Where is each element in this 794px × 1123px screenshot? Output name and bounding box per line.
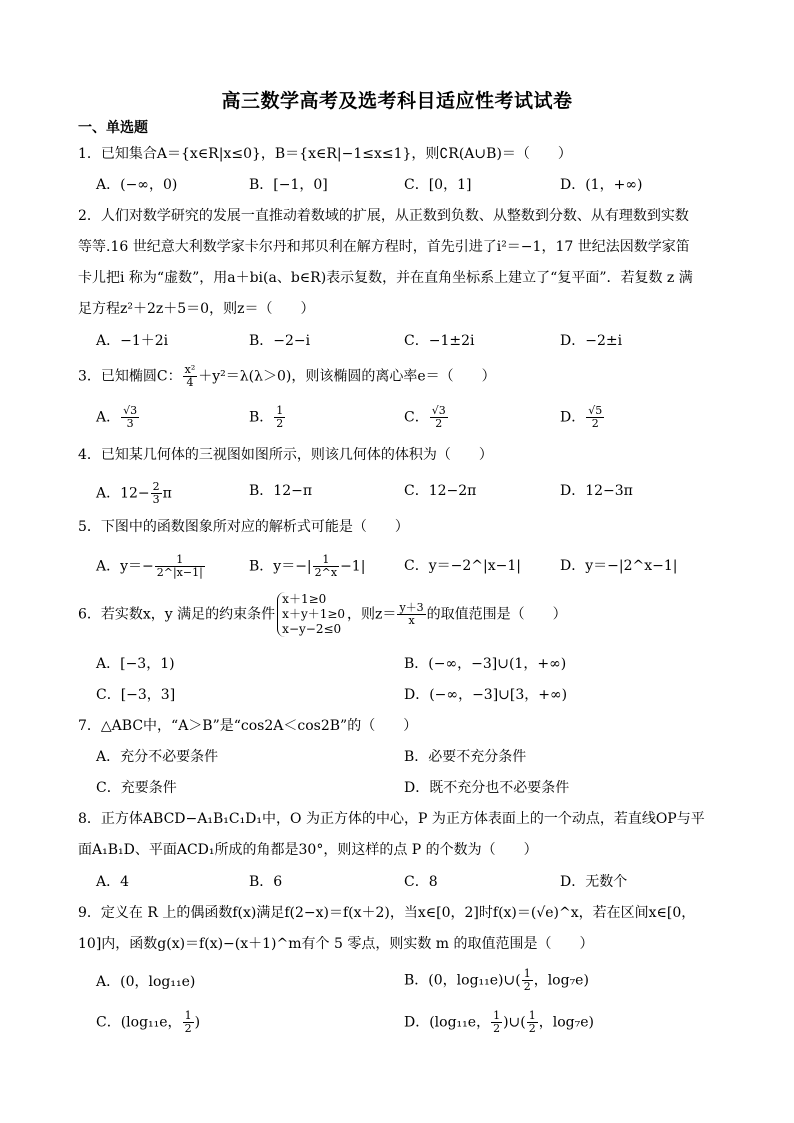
q5-option-d: D．y＝−|2^x−1| (560, 558, 678, 574)
q6-suffix: 的取值范围是（ ） (426, 606, 567, 623)
q1-option-c: C．[0，1] (404, 177, 472, 193)
q4-option-a-pre: A．12− (96, 485, 150, 502)
question-8-line-2: 面A₁B₁D、平面ACD₁所成的角都是30°，则这样的点 P 的个数为（ ） (78, 842, 538, 858)
q6-frac-den: x (408, 614, 415, 627)
q3-option-d-den: 2 (591, 417, 599, 430)
q2-option-b: B．−2−i (249, 333, 311, 349)
q9-option-d-num-2: 1 (528, 1009, 536, 1022)
q9-option-c-num: 1 (184, 1009, 192, 1022)
q6-option-c: C．[−3，3] (96, 687, 176, 703)
q3-option-b-label: B． (249, 409, 274, 426)
q5-option-b-pre: B．y＝−| (249, 558, 312, 575)
q4-option-b: B．12−π (249, 483, 313, 499)
q1-option-b: B．[−1，0] (249, 177, 328, 193)
q6-option-a: A．[−3，1) (96, 656, 175, 672)
q9-option-b-fraction (522, 968, 533, 993)
q3-option-c-fraction (430, 405, 448, 430)
q6-constraint-1: x＋1≥0 (282, 592, 327, 606)
q3-option-b-fraction (274, 405, 285, 430)
question-5-text: 5．下图中的函数图象所对应的解析式可能是（ ） (78, 519, 409, 535)
q9-option-d-num-1: 1 (493, 1009, 501, 1022)
q8-option-a: A．4 (96, 874, 130, 890)
q3-option-d (560, 405, 605, 430)
question-8-line-1: 8．正方体ABCD−A₁B₁C₁D₁中，O 为正方体的中心，P 为正方体表面上的一个动点，若直线OP与平 (78, 811, 705, 827)
q3-option-c-num: √3 (431, 404, 446, 417)
q7-option-d: D．既不充分也不必要条件 (404, 780, 570, 796)
question-1-text: 1．已知集合A＝{x∈R|x≤0}，B＝{x∈R|−1≤x≤1}，则∁R(A∪B)＝（ ） (78, 146, 572, 162)
q9-option-c-den: 2 (184, 1022, 192, 1035)
q3-option-d-fraction (586, 405, 604, 430)
q7-option-c: C．充要条件 (96, 780, 177, 796)
q1-option-a: A．(−∞，0) (96, 177, 178, 193)
q6-option-b: B．(−∞，−3]∪(1，+∞) (404, 656, 567, 672)
q3-frac-num: x² (184, 363, 196, 376)
q4-option-d: D．12−3π (560, 483, 633, 499)
q3-option-b-den: 2 (276, 417, 284, 430)
q3-option-b (249, 405, 286, 430)
q3-suffix: ＋y²＝λ(λ＞0)，则该椭圆的离心率e＝（ ） (198, 368, 496, 385)
question-4-text: 4．已知某几何体的三视图如图所示，则该几何体的体积为（ ） (78, 447, 493, 463)
q4-option-c: C．12−2π (404, 483, 477, 499)
q9-option-d-den-1: 2 (493, 1022, 501, 1035)
question-2-line-3: 卡儿把i 称为“虚数”，用a＋bi(a、b∈R)表示复数，并在直角坐标系上建立了“复平面”．若复数 z 满 (78, 270, 693, 286)
q3-option-d-label: D． (560, 409, 586, 426)
q3-fraction (183, 364, 198, 389)
q3-frac-den: 4 (186, 376, 194, 389)
q9-option-b (404, 968, 589, 993)
question-2-line-2: 等等.16 世纪意大利数学家卡尔丹和邦贝利在解方程时，首先引进了i²＝−1，17 世纪法因数学家笛 (78, 239, 690, 255)
question-7-text: 7．△ABC中，“A＞B”是“cos2A＜cos2B”的（ ） (78, 718, 418, 734)
question-2-line-4: 足方程z²＋2z＋5＝0，则z＝（ ） (78, 301, 315, 317)
q9-option-d-mid: )∪( (503, 1014, 526, 1031)
q9-option-c-fraction (183, 1010, 194, 1035)
q2-option-d: D．−2±i (560, 333, 623, 349)
q4-option-a (96, 481, 172, 506)
q6-constraint-3: x−y−2≤0 (282, 622, 342, 636)
q9-option-d-post: ，log₇e) (538, 1014, 594, 1031)
page-title: 高三数学高考及选考科目适应性考试试卷 (221, 90, 573, 112)
question-3-text (78, 364, 718, 389)
q5-option-b-post: −1| (340, 558, 366, 575)
q5-option-b (249, 554, 365, 579)
q3-option-b-num: 1 (276, 404, 284, 417)
q4-option-a-num: 2 (152, 480, 160, 493)
q4-option-a-den: 3 (152, 493, 160, 506)
q5-option-a-fraction (155, 554, 205, 579)
q9-option-b-num: 1 (523, 967, 531, 980)
q9-option-d-pre: D．(log₁₁e， (404, 1014, 491, 1031)
question-6-text (78, 592, 718, 637)
q6-constraint-2: x＋y＋1≥0 (282, 607, 346, 621)
q4-option-a-post: π (162, 485, 172, 502)
q9-option-c-post: ) (194, 1014, 201, 1031)
q6-mid: ，则z＝ (347, 606, 397, 623)
q8-option-d: D．无数个 (560, 874, 628, 890)
q5-option-a (96, 554, 206, 579)
q2-option-a: A．−1＋2i (96, 333, 169, 349)
question-9-line-2: 10]内，函数g(x)＝f(x)−(x＋1)^m有个 5 零点，则实数 m 的取值范围是（ ） (78, 936, 594, 952)
q6-prefix: 6．若实数x，y 满足的约束条件 (78, 606, 276, 623)
section-heading: 一、单选题 (78, 120, 148, 136)
q5-option-a-den: 2^|x−1| (156, 566, 203, 579)
q6-constraint-system (277, 592, 345, 637)
q5-option-c: C．y＝−2^|x−1| (404, 558, 521, 574)
q9-option-b-den: 2 (523, 980, 531, 993)
q9-option-c-pre: C．(log₁₁e， (96, 1014, 182, 1031)
q1-option-d: D．(1，+∞) (560, 177, 643, 193)
q9-option-c (96, 1010, 200, 1035)
q9-option-d-fraction-1 (491, 1010, 502, 1035)
q6-frac-num: y＋3 (399, 601, 424, 614)
q3-option-a-fraction (121, 405, 139, 430)
q3-option-c (404, 405, 449, 430)
q4-option-a-fraction (151, 481, 162, 506)
q9-option-b-post: ，log₇e) (533, 972, 589, 989)
q6-option-d: D．(−∞，−3]∪[3，+∞) (404, 687, 568, 703)
q3-option-c-label: C． (404, 409, 429, 426)
q7-option-a: A．充分不必要条件 (96, 749, 219, 765)
q9-option-a: A．(0，log₁₁e) (96, 974, 196, 990)
question-2-line-1: 2．人们对数学研究的发展一直推动着数域的扩展，从正数到负数、从整数到分数、从有理数到实数 (78, 208, 689, 224)
q8-option-b: B．6 (249, 874, 283, 890)
q2-option-c: C．−1±2i (404, 333, 475, 349)
q3-option-a-den: 3 (126, 417, 134, 430)
q9-option-b-pre: B．(0，log₁₁e)∪( (404, 972, 521, 989)
q3-option-a (96, 405, 140, 430)
q3-option-a-label: A． (96, 409, 121, 426)
q3-option-d-num: √5 (588, 404, 603, 417)
q5-option-b-den: 2^x (314, 566, 338, 579)
q3-option-c-den: 2 (435, 417, 443, 430)
q5-option-a-num: 1 (155, 554, 205, 567)
question-9-line-1: 9．定义在 R 上的偶函数f(x)满足f(2−x)＝f(x＋2)，当x∈[0，2]时f(x)＝(√e)^x，若在区间x∈[0， (78, 905, 696, 921)
q5-option-b-num: 1 (313, 554, 339, 567)
q9-option-d (404, 1010, 594, 1035)
q3-prefix: 3．已知椭圆C： (78, 368, 182, 385)
q5-option-a-pre: A．y＝− (96, 558, 154, 575)
q5-option-b-fraction (313, 554, 339, 579)
q3-option-a-num: √3 (123, 404, 138, 417)
q9-option-d-den-2: 2 (528, 1022, 536, 1035)
q9-option-d-fraction-2 (527, 1010, 538, 1035)
q8-option-c: C．8 (404, 874, 438, 890)
q7-option-b: B．必要不充分条件 (404, 749, 527, 765)
q6-fraction (397, 602, 425, 627)
